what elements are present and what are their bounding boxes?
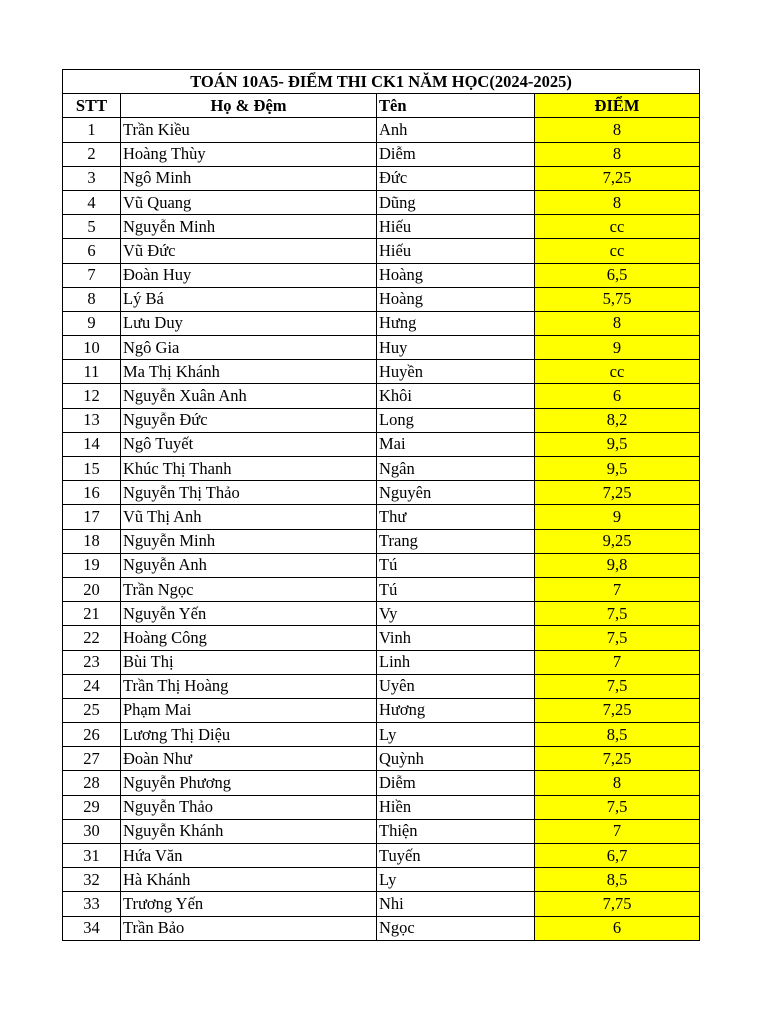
row-diem: 7,5 bbox=[535, 602, 700, 626]
table-row bbox=[63, 384, 700, 408]
row-stt: 21 bbox=[63, 602, 121, 626]
row-stt: 23 bbox=[63, 650, 121, 674]
row-ten: Hưng bbox=[377, 311, 535, 335]
row-ten: Huyền bbox=[377, 360, 535, 384]
row-ten: Dũng bbox=[377, 190, 535, 214]
row-diem: 6,5 bbox=[535, 263, 700, 287]
row-ho-dem: Vũ Đức bbox=[121, 239, 377, 263]
row-ho-dem: Nguyễn Minh bbox=[121, 215, 377, 239]
row-ho-dem: Vũ Thị Anh bbox=[121, 505, 377, 529]
row-stt: 31 bbox=[63, 844, 121, 868]
row-stt: 32 bbox=[63, 868, 121, 892]
row-ho-dem: Vũ Quang bbox=[121, 190, 377, 214]
row-ten: Vinh bbox=[377, 626, 535, 650]
row-diem: cc bbox=[535, 360, 700, 384]
row-stt: 18 bbox=[63, 529, 121, 553]
row-stt: 29 bbox=[63, 795, 121, 819]
row-stt: 8 bbox=[63, 287, 121, 311]
row-stt: 14 bbox=[63, 432, 121, 456]
row-diem: 9 bbox=[535, 505, 700, 529]
row-ho-dem: Bùi Thị bbox=[121, 650, 377, 674]
table-row bbox=[63, 602, 700, 626]
row-ten: Khôi bbox=[377, 384, 535, 408]
row-ten: Huy bbox=[377, 336, 535, 360]
row-ten: Ngân bbox=[377, 457, 535, 481]
header-diem: ĐIỂM bbox=[535, 94, 700, 118]
table-row bbox=[63, 723, 700, 747]
row-ho-dem: Ngô Tuyết bbox=[121, 432, 377, 456]
table-row bbox=[63, 819, 700, 843]
row-ten: Vy bbox=[377, 602, 535, 626]
row-stt: 4 bbox=[63, 190, 121, 214]
row-ten: Nguyên bbox=[377, 481, 535, 505]
row-ten: Hiền bbox=[377, 795, 535, 819]
header-ten: Tên bbox=[377, 94, 535, 118]
row-diem: 6,7 bbox=[535, 844, 700, 868]
row-ho-dem: Ma Thị Khánh bbox=[121, 360, 377, 384]
row-stt: 15 bbox=[63, 457, 121, 481]
row-diem: cc bbox=[535, 215, 700, 239]
row-diem: 7,25 bbox=[535, 698, 700, 722]
row-ten: Thư bbox=[377, 505, 535, 529]
row-ten: Ly bbox=[377, 723, 535, 747]
table-row bbox=[63, 263, 700, 287]
row-ho-dem: Trần Thị Hoàng bbox=[121, 674, 377, 698]
row-ho-dem: Nguyễn Thảo bbox=[121, 795, 377, 819]
header-stt: STT bbox=[63, 94, 121, 118]
row-stt: 3 bbox=[63, 166, 121, 190]
table-row bbox=[63, 239, 700, 263]
row-ho-dem: Hoàng Thùy bbox=[121, 142, 377, 166]
row-stt: 27 bbox=[63, 747, 121, 771]
row-ten: Hoàng bbox=[377, 287, 535, 311]
row-ho-dem: Lưu Duy bbox=[121, 311, 377, 335]
table-row bbox=[63, 336, 700, 360]
table-row bbox=[63, 650, 700, 674]
table-row bbox=[63, 118, 700, 142]
row-diem: 7,25 bbox=[535, 481, 700, 505]
row-diem: 7 bbox=[535, 819, 700, 843]
row-stt: 12 bbox=[63, 384, 121, 408]
table-row bbox=[63, 457, 700, 481]
row-stt: 28 bbox=[63, 771, 121, 795]
row-stt: 16 bbox=[63, 481, 121, 505]
row-ho-dem: Trần Kiều bbox=[121, 118, 377, 142]
table-row bbox=[63, 311, 700, 335]
table-row bbox=[63, 844, 700, 868]
row-stt: 2 bbox=[63, 142, 121, 166]
table-row bbox=[63, 142, 700, 166]
row-ten: Quỳnh bbox=[377, 747, 535, 771]
row-ten: Uyên bbox=[377, 674, 535, 698]
row-diem: 7,5 bbox=[535, 626, 700, 650]
row-ho-dem: Nguyễn Anh bbox=[121, 553, 377, 577]
table-row bbox=[63, 553, 700, 577]
row-ho-dem: Trương Yến bbox=[121, 892, 377, 916]
row-ho-dem: Ngô Minh bbox=[121, 166, 377, 190]
row-ho-dem: Hứa Văn bbox=[121, 844, 377, 868]
grades-table bbox=[62, 69, 700, 941]
table-row bbox=[63, 916, 700, 940]
row-stt: 5 bbox=[63, 215, 121, 239]
row-ho-dem: Nguyễn Minh bbox=[121, 529, 377, 553]
row-ten: Thiện bbox=[377, 819, 535, 843]
table-row bbox=[63, 577, 700, 601]
row-ho-dem: Nguyễn Xuân Anh bbox=[121, 384, 377, 408]
row-diem: 9,25 bbox=[535, 529, 700, 553]
row-diem: 8 bbox=[535, 190, 700, 214]
table-row bbox=[63, 287, 700, 311]
title-row bbox=[63, 70, 700, 94]
table-row bbox=[63, 505, 700, 529]
row-diem: 9 bbox=[535, 336, 700, 360]
table-row bbox=[63, 215, 700, 239]
table-row bbox=[63, 747, 700, 771]
row-stt: 13 bbox=[63, 408, 121, 432]
row-diem: 7,5 bbox=[535, 795, 700, 819]
row-stt: 6 bbox=[63, 239, 121, 263]
row-ten: Ngọc bbox=[377, 916, 535, 940]
table-row bbox=[63, 408, 700, 432]
row-diem: 9,5 bbox=[535, 457, 700, 481]
row-diem: 6 bbox=[535, 384, 700, 408]
row-ten: Long bbox=[377, 408, 535, 432]
sheet-title: TOÁN 10A5- ĐIỂM THI CK1 NĂM HỌC(2024-2025) bbox=[63, 70, 700, 94]
row-ten: Hiếu bbox=[377, 215, 535, 239]
row-stt: 26 bbox=[63, 723, 121, 747]
row-diem: 7,75 bbox=[535, 892, 700, 916]
row-ten: Ly bbox=[377, 868, 535, 892]
row-stt: 30 bbox=[63, 819, 121, 843]
row-ho-dem: Ngô Gia bbox=[121, 336, 377, 360]
row-stt: 22 bbox=[63, 626, 121, 650]
row-diem: 7,5 bbox=[535, 674, 700, 698]
row-ten: Tuyến bbox=[377, 844, 535, 868]
row-stt: 25 bbox=[63, 698, 121, 722]
table-row bbox=[63, 190, 700, 214]
row-stt: 19 bbox=[63, 553, 121, 577]
row-diem: 7 bbox=[535, 577, 700, 601]
row-diem: 8,2 bbox=[535, 408, 700, 432]
table-row bbox=[63, 481, 700, 505]
row-stt: 7 bbox=[63, 263, 121, 287]
row-ho-dem: Nguyễn Khánh bbox=[121, 819, 377, 843]
table-row bbox=[63, 529, 700, 553]
row-ho-dem: Nguyễn Thị Thảo bbox=[121, 481, 377, 505]
row-ten: Đức bbox=[377, 166, 535, 190]
row-stt: 34 bbox=[63, 916, 121, 940]
row-diem: 7,25 bbox=[535, 166, 700, 190]
row-diem: 9,8 bbox=[535, 553, 700, 577]
row-ho-dem: Nguyễn Đức bbox=[121, 408, 377, 432]
row-diem: 7 bbox=[535, 650, 700, 674]
row-diem: 9,5 bbox=[535, 432, 700, 456]
row-ho-dem: Lý Bá bbox=[121, 287, 377, 311]
row-ho-dem: Đoàn Như bbox=[121, 747, 377, 771]
table-row bbox=[63, 360, 700, 384]
row-ho-dem: Hà Khánh bbox=[121, 868, 377, 892]
row-ten: Tú bbox=[377, 577, 535, 601]
grade-rows bbox=[63, 118, 700, 940]
row-ten: Anh bbox=[377, 118, 535, 142]
row-ho-dem: Hoàng Công bbox=[121, 626, 377, 650]
row-stt: 10 bbox=[63, 336, 121, 360]
row-ho-dem: Nguyễn Yến bbox=[121, 602, 377, 626]
table-row bbox=[63, 674, 700, 698]
row-ten: Linh bbox=[377, 650, 535, 674]
row-stt: 9 bbox=[63, 311, 121, 335]
row-ten: Nhi bbox=[377, 892, 535, 916]
row-ho-dem: Trần Ngọc bbox=[121, 577, 377, 601]
table-row bbox=[63, 698, 700, 722]
row-ho-dem: Phạm Mai bbox=[121, 698, 377, 722]
row-diem: cc bbox=[535, 239, 700, 263]
row-ten: Diễm bbox=[377, 771, 535, 795]
row-stt: 33 bbox=[63, 892, 121, 916]
row-ten: Hương bbox=[377, 698, 535, 722]
row-ho-dem: Nguyễn Phương bbox=[121, 771, 377, 795]
table-row bbox=[63, 166, 700, 190]
table-row bbox=[63, 771, 700, 795]
row-stt: 1 bbox=[63, 118, 121, 142]
table-row bbox=[63, 432, 700, 456]
row-diem: 8,5 bbox=[535, 868, 700, 892]
row-ten: Trang bbox=[377, 529, 535, 553]
row-ten: Hiếu bbox=[377, 239, 535, 263]
table-row bbox=[63, 795, 700, 819]
table-row bbox=[63, 626, 700, 650]
row-ten: Diễm bbox=[377, 142, 535, 166]
row-ho-dem: Trần Bảo bbox=[121, 916, 377, 940]
row-stt: 11 bbox=[63, 360, 121, 384]
table-row bbox=[63, 868, 700, 892]
row-diem: 8,5 bbox=[535, 723, 700, 747]
row-diem: 7,25 bbox=[535, 747, 700, 771]
row-ten: Hoàng bbox=[377, 263, 535, 287]
row-ho-dem: Đoàn Huy bbox=[121, 263, 377, 287]
row-ten: Mai bbox=[377, 432, 535, 456]
row-ten: Tú bbox=[377, 553, 535, 577]
row-ho-dem: Khúc Thị Thanh bbox=[121, 457, 377, 481]
row-stt: 17 bbox=[63, 505, 121, 529]
row-diem: 8 bbox=[535, 771, 700, 795]
header-ho-dem: Họ & Đệm bbox=[121, 94, 377, 118]
row-diem: 8 bbox=[535, 311, 700, 335]
table-row bbox=[63, 892, 700, 916]
row-stt: 20 bbox=[63, 577, 121, 601]
row-ho-dem: Lương Thị Diệu bbox=[121, 723, 377, 747]
row-diem: 5,75 bbox=[535, 287, 700, 311]
row-stt: 24 bbox=[63, 674, 121, 698]
row-diem: 8 bbox=[535, 142, 700, 166]
row-diem: 8 bbox=[535, 118, 700, 142]
row-diem: 6 bbox=[535, 916, 700, 940]
header-row bbox=[63, 94, 700, 118]
